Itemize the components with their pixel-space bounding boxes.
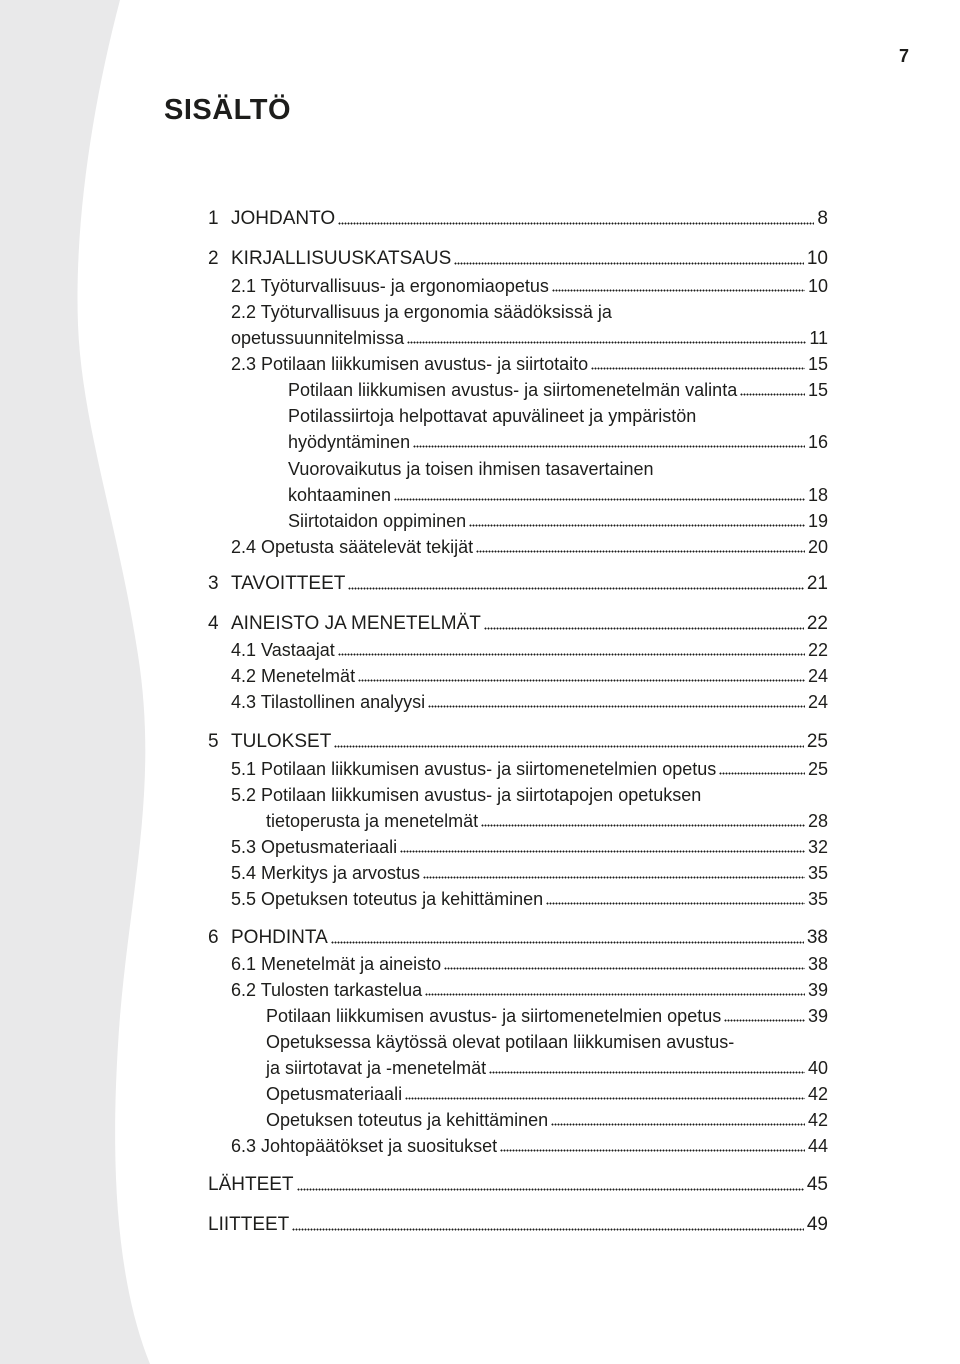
toc-entry-label: 2.1 Työturvallisuus- ja ergonomiaopetus <box>231 276 549 296</box>
toc-page-number: 38 <box>806 927 828 948</box>
toc-entry[interactable] <box>231 886 828 910</box>
toc-dot-leader <box>407 340 806 344</box>
toc-page-number: 15 <box>807 354 828 374</box>
toc-entry-label: Opetusmateriaali <box>266 1084 403 1104</box>
toc-entry[interactable] <box>231 834 828 858</box>
toc-entry-label: kohtaaminen <box>288 485 392 505</box>
toc-entry-continued <box>288 456 654 480</box>
toc-page-number: 15 <box>807 380 828 400</box>
toc-entry[interactable] <box>266 1107 828 1131</box>
toc-entry[interactable] <box>208 206 828 230</box>
toc-entry-label: Potilassiirtoja helpottavat apuvälineet ja ympäristön <box>288 406 697 426</box>
toc-entry-label: Vuorovaikutus ja toisen ihmisen tasavertainen <box>288 459 654 479</box>
toc-dot-leader <box>740 392 805 396</box>
toc-dot-leader <box>358 678 805 682</box>
toc-dot-leader <box>444 966 805 970</box>
toc-page-number: 35 <box>807 889 828 909</box>
toc-entry-label: 5.3 Opetusmateriaali <box>231 837 398 857</box>
toc-entry-label: Opetuksessa käytössä olevat potilaan liikkumisen avustus- <box>266 1032 735 1052</box>
toc-dot-leader <box>338 652 805 656</box>
toc-entry[interactable] <box>208 1172 828 1196</box>
toc-dot-leader <box>552 288 805 292</box>
toc-dot-leader <box>423 875 805 879</box>
toc-entry[interactable] <box>231 273 828 297</box>
toc-entry-label: 2.4 Opetusta säätelevät tekijät <box>231 537 474 557</box>
toc-entry-label: Siirtotaidon oppiminen <box>288 511 467 531</box>
toc-entry-label: 6.3 Johtopäätökset ja suositukset <box>231 1136 498 1156</box>
toc-page-number: 45 <box>806 1174 828 1195</box>
toc-entry[interactable] <box>266 808 828 832</box>
toc-entry-label: hyödyntäminen <box>288 432 411 452</box>
toc-entry[interactable] <box>288 508 828 532</box>
toc-entry-label: 5.2 Potilaan liikkumisen avustus- ja siirtotapojen opetuksen <box>231 785 702 805</box>
toc-entry-label: LIITTEET <box>208 1214 290 1235</box>
toc-entry[interactable] <box>231 951 828 975</box>
toc-entry-label: 6.1 Menetelmät ja aineisto <box>231 954 442 974</box>
toc-dot-leader <box>546 901 805 905</box>
toc-page-number: 10 <box>806 248 828 269</box>
toc-page-number: 20 <box>807 537 828 557</box>
toc-dot-leader <box>405 1096 805 1100</box>
toc-page-number: 39 <box>807 980 828 1000</box>
toc-entry-label: opetussuunnitelmissa <box>231 328 405 348</box>
toc-entry[interactable] <box>266 1081 828 1105</box>
toc-entry-label: 4.2 Menetelmät <box>231 666 356 686</box>
toc-entry[interactable] <box>231 756 828 780</box>
toc-dot-leader <box>489 1070 805 1074</box>
toc-entry[interactable] <box>208 1212 828 1236</box>
toc-page-number: 35 <box>807 863 828 883</box>
toc-dot-leader <box>551 1122 805 1126</box>
toc-entry[interactable] <box>288 482 828 506</box>
toc-dot-leader <box>591 366 805 370</box>
toc-entry[interactable] <box>266 1055 828 1079</box>
toc-entry-label: TAVOITTEET <box>231 573 346 594</box>
toc-entry-label: Opetuksen toteutus ja kehittäminen <box>266 1110 549 1130</box>
toc-entry-label: Potilaan liikkumisen avustus- ja siirtomenetelmien opetus <box>266 1006 722 1026</box>
toc-entry[interactable] <box>208 925 828 949</box>
toc-page-number: 25 <box>806 731 828 752</box>
toc-page-number: 42 <box>807 1110 828 1130</box>
toc-entry[interactable] <box>208 571 828 595</box>
toc-entry[interactable] <box>231 637 828 661</box>
toc-entry[interactable] <box>231 325 828 349</box>
toc-page-number: 22 <box>806 613 828 634</box>
toc-dot-leader <box>331 940 804 944</box>
toc-entry-label: 5.4 Merkitys ja arvostus <box>231 863 421 883</box>
toc-page-number: 16 <box>807 432 828 452</box>
toc-entry-label: 5.5 Opetuksen toteutus ja kehittäminen <box>231 889 544 909</box>
toc-page-number: 49 <box>806 1214 828 1235</box>
toc-dot-leader <box>500 1148 805 1152</box>
toc-entry[interactable] <box>231 351 828 375</box>
toc-entry-label: 2.3 Potilaan liikkumisen avustus- ja siirtotaito <box>231 354 589 374</box>
toc-page-number: 22 <box>807 640 828 660</box>
page-title: SISÄLTÖ <box>164 94 292 126</box>
toc-entry[interactable] <box>231 663 828 687</box>
toc-dot-leader <box>413 444 805 448</box>
toc-entry[interactable] <box>231 1133 828 1157</box>
toc-dot-leader <box>724 1018 805 1022</box>
toc-page-number: 44 <box>807 1136 828 1156</box>
toc-page-number: 39 <box>807 1006 828 1026</box>
toc-chapter-number: 6 <box>208 927 219 948</box>
page-number: 7 <box>898 46 909 66</box>
toc-entry[interactable] <box>231 860 828 884</box>
toc-chapter-number: 3 <box>208 573 219 594</box>
toc-entry[interactable] <box>288 429 828 453</box>
toc-page-number: 24 <box>807 692 828 712</box>
toc-page-number: 8 <box>817 208 828 229</box>
toc-dot-leader <box>297 1187 804 1191</box>
toc-dot-leader <box>334 744 804 748</box>
toc-entry[interactable] <box>231 689 828 713</box>
toc-chapter-number: 4 <box>208 613 219 634</box>
toc-entry-continued <box>288 403 696 427</box>
toc-entry[interactable] <box>231 534 828 558</box>
toc-page-number: 40 <box>807 1058 828 1078</box>
toc-page-number: 19 <box>807 511 828 531</box>
toc-dot-leader <box>476 549 805 553</box>
toc-entry-label: TULOKSET <box>231 731 332 752</box>
toc-entry-label: JOHDANTO <box>231 208 336 229</box>
toc-dot-leader <box>454 261 804 265</box>
toc-entry[interactable] <box>208 246 828 270</box>
toc-entry-label: 5.1 Potilaan liikkumisen avustus- ja siirtomenetelmien opetus <box>231 759 717 779</box>
toc-page-number: 28 <box>807 811 828 831</box>
toc-entry[interactable] <box>231 977 828 1001</box>
toc-page-number: 42 <box>807 1084 828 1104</box>
toc-dot-leader <box>338 221 814 225</box>
toc-entry[interactable] <box>266 1003 828 1027</box>
toc-dot-leader <box>425 992 805 996</box>
toc-dot-leader <box>394 497 805 501</box>
toc-entry[interactable] <box>208 729 828 753</box>
toc-entry[interactable] <box>288 377 828 401</box>
toc-dot-leader <box>428 704 805 708</box>
toc-entry-label: LÄHTEET <box>208 1174 294 1195</box>
toc-page-number: 32 <box>807 837 828 857</box>
toc-entry-label: 2.2 Työturvallisuus ja ergonomia säädöksissä ja <box>231 302 612 322</box>
toc-page-number: 25 <box>807 759 828 779</box>
toc-entry-label: AINEISTO JA MENETELMÄT <box>231 613 481 634</box>
toc-entry-label: POHDINTA <box>231 927 328 948</box>
toc-chapter-number: 1 <box>208 208 219 229</box>
toc-entry-label: 4.3 Tilastollinen analyysi <box>231 692 426 712</box>
toc-entry-label: 6.2 Tulosten tarkastelua <box>231 980 423 1000</box>
toc-entry-label: KIRJALLISUUSKATSAUS <box>231 248 452 269</box>
toc-page-number: 10 <box>807 276 828 296</box>
toc-dot-leader <box>481 823 805 827</box>
toc-page-number: 11 <box>809 328 828 348</box>
toc-dot-leader <box>719 771 805 775</box>
toc-dot-leader <box>292 1227 804 1231</box>
toc-entry-label: Potilaan liikkumisen avustus- ja siirtomenetelmän valinta <box>288 380 738 400</box>
toc-dot-leader <box>400 849 805 853</box>
toc-entry-continued <box>231 782 701 806</box>
toc-dot-leader <box>469 523 805 527</box>
toc-page-number: 38 <box>807 954 828 974</box>
toc-entry[interactable] <box>208 611 828 635</box>
toc-entry-label: ja siirtotavat ja -menetelmät <box>266 1058 487 1078</box>
toc-chapter-number: 5 <box>208 731 219 752</box>
toc-entry-label: tietoperusta ja menetelmät <box>266 811 479 831</box>
toc-entry-continued <box>231 299 612 323</box>
toc-entry-label: 4.1 Vastaajat <box>231 640 335 660</box>
toc-dot-leader <box>484 626 804 630</box>
toc-chapter-number: 2 <box>208 248 219 269</box>
toc-page-number: 21 <box>806 573 828 594</box>
toc-dot-leader <box>348 586 804 590</box>
toc-page-number: 24 <box>807 666 828 686</box>
toc-page-number: 18 <box>807 485 828 505</box>
toc-entry-continued <box>266 1029 734 1053</box>
